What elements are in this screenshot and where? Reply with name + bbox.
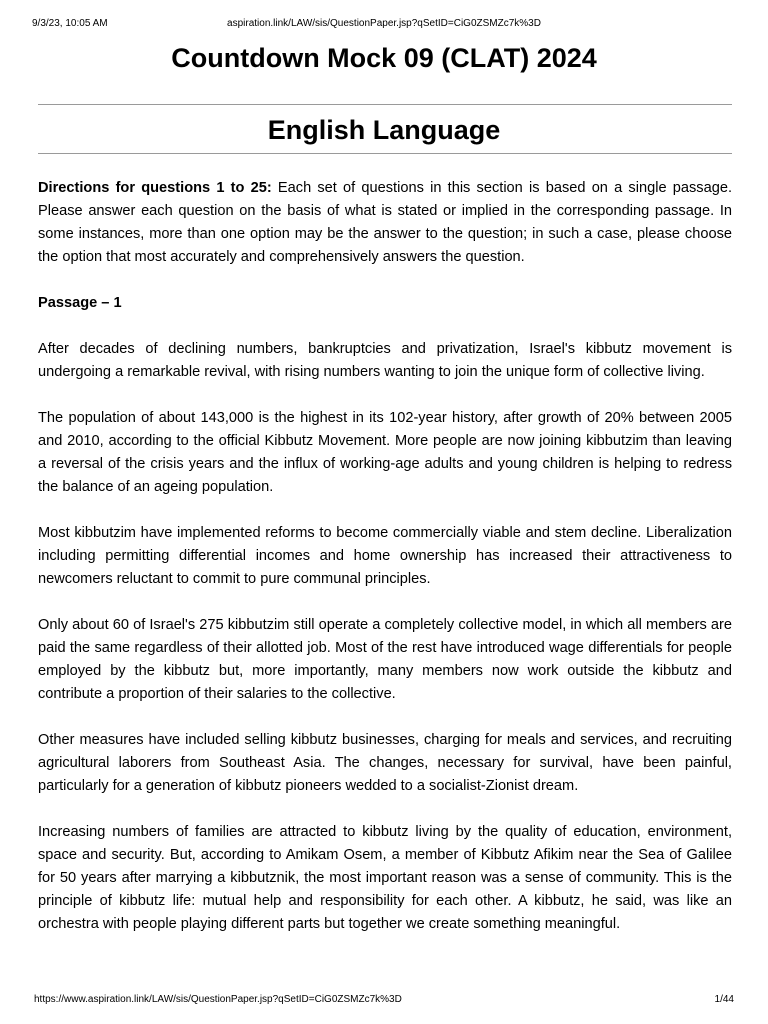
section-title: English Language xyxy=(267,115,501,145)
passage-paragraph-4: Only about 60 of Israel's 275 kibbutzim still operate a completely collective model, in which all members are paid the same regardless of their allotted job. Most of the rest have introduced wage differentials for people employed by the kibbutz but, more importantly, many members now work outside the kibbutz and contribute a proportion of their salaries to the collective. xyxy=(38,617,732,702)
document-body xyxy=(38,177,732,959)
passage-paragraph-5: Other measures have included selling kibbutz businesses, charging for meals and services, and recruiting agricultural laborers from Southeast Asia. The changes, necessary for survival, have been painful, particularly for a generation of kibbutz pioneers wedded to a socialist-Zionist dream. xyxy=(38,732,732,794)
directions-text: Each set of questions in this section is based on a single passage. Please answer each question on the basis of what is stated or implied in the corresponding passage. In some instances, more than one option may be the answer to the question; in such a case, please choose the option that most accurately and comprehensively answers the question. xyxy=(38,180,732,265)
page-title: Countdown Mock 09 (CLAT) 2024 xyxy=(171,43,597,73)
directions xyxy=(38,177,732,269)
passage-heading: Passage – 1 xyxy=(38,295,122,311)
print-footer xyxy=(34,993,734,1007)
directions-label: Directions for questions 1 to 25: xyxy=(38,180,272,196)
print-url: aspiration.link/LAW/sis/QuestionPaper.jsp?qSetID=CiG0ZSMZc7k%3D xyxy=(227,18,541,29)
print-header xyxy=(32,17,736,31)
passage-paragraph-6: Increasing numbers of families are attracted to kibbutz living by the quality of education, environment, space and security. But, according to Amikam Osem, a member of Kibbutz Afikim near the Sea of Galilee for 50 years after marrying a kibbutznik, the most important reason was a sense of community. This is the principle of kibbutz life: mutual help and responsibility for each other. A kibbutz, he said, was like an orchestra with people playing different parts but together we create something meaningful. xyxy=(38,824,732,932)
passage-paragraph-2: The population of about 143,000 is the highest in its 102-year history, after growth of 20% between 2005 and 2010, according to the official Kibbutz Movement. More people are now joining kibbutzim than leaving a reversal of the crisis years and the influx of working-age adults and young children is helping to redress the balance of an ageing population. xyxy=(38,410,732,495)
passage-paragraph-3: Most kibbutzim have implemented reforms to become commercially viable and stem decline. Liberalization including permitting differential incomes and home ownership has increased their attractiveness to newcomers reluctant to commit to pure communal principles. xyxy=(38,525,732,587)
page-number: 1/44 xyxy=(714,994,734,1005)
divider-bottom xyxy=(38,153,732,154)
print-datetime: 9/3/23, 10:05 AM xyxy=(32,18,108,29)
divider-top xyxy=(38,104,732,105)
footer-url: https://www.aspiration.link/LAW/sis/QuestionPaper.jsp?qSetID=CiG0ZSMZc7k%3D xyxy=(34,994,402,1005)
passage-paragraph-1: After decades of declining numbers, bankruptcies and privatization, Israel's kibbutz movement is undergoing a remarkable revival, with rising numbers wanting to join the unique form of collective living. xyxy=(38,341,732,380)
